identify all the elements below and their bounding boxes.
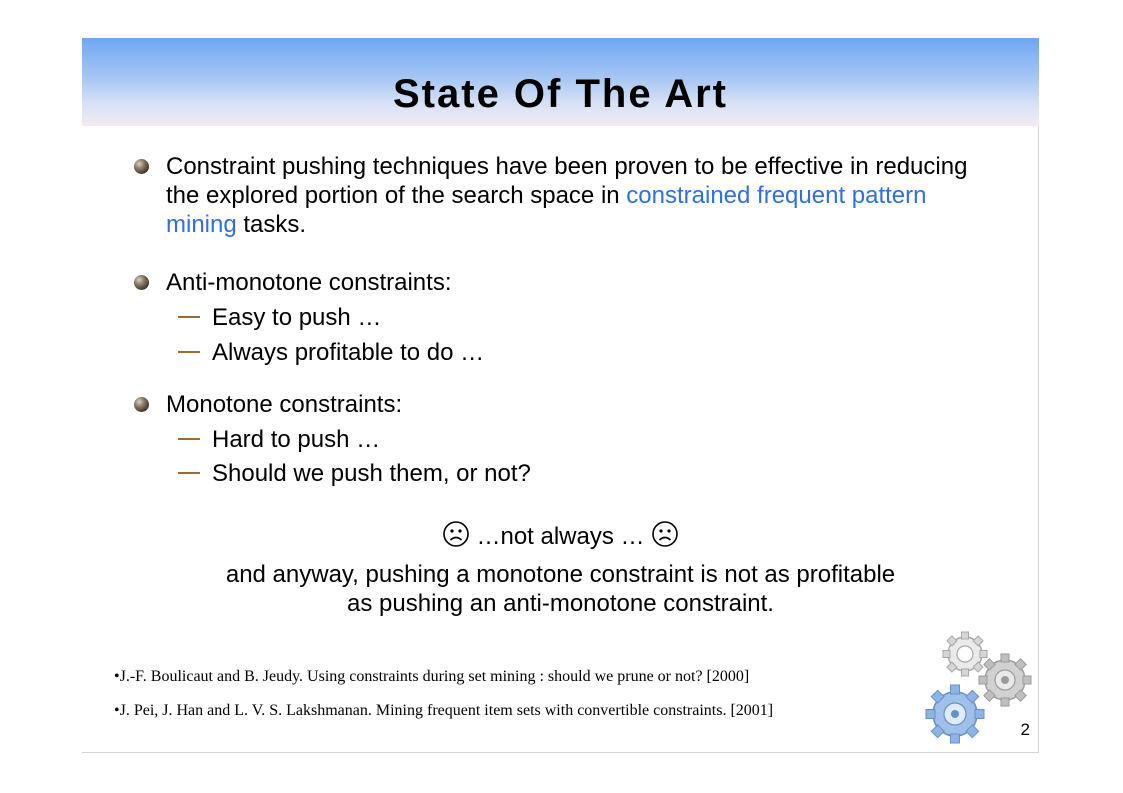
- highlighted-term: constrained frequent pattern mining: [166, 182, 927, 238]
- dash-icon: [178, 438, 200, 440]
- frown-line: [82, 520, 1039, 551]
- reference-1: •J.-F. Boulicaut and B. Jeudy. Using constraints during set mining : should we prune or not? [2000]: [114, 668, 750, 685]
- frown-line-text: …not always …: [469, 523, 652, 550]
- sub-item-text: Hard to push …: [212, 426, 381, 453]
- bullet-ball-icon: [134, 397, 149, 412]
- sub-item-text: Should we push them, or not?: [212, 460, 531, 487]
- reference-2: •J. Pei, J. Han and L. V. S. Lakshmanan. Mining frequent item sets with convertible constraints. [2001]: [114, 702, 774, 719]
- dash-icon: [178, 472, 200, 474]
- sub-item: [178, 459, 531, 488]
- page-number: 2: [1020, 720, 1030, 739]
- bullet-constraint-pushing: [166, 152, 986, 239]
- dash-icon: [178, 316, 200, 318]
- sad-face-icon: [442, 520, 470, 548]
- bullet-ball-icon: [134, 159, 149, 174]
- bullet-text: Anti-monotone constraints:: [166, 269, 452, 296]
- sub-item-text: Easy to push …: [212, 304, 382, 331]
- sub-item: [178, 425, 380, 454]
- closing-line-1: and anyway, pushing a monotone constraint is not as profitable: [225, 561, 896, 588]
- sub-item-text: Always profitable to do …: [212, 339, 485, 366]
- bullet-text-after: tasks.: [236, 211, 307, 238]
- bullet-monotone: [166, 390, 986, 419]
- sad-face-icon: [651, 520, 679, 548]
- gears-logo-icon: [917, 628, 1037, 748]
- slide-title: State Of The Art: [393, 72, 728, 116]
- bullet-ball-icon: [134, 275, 149, 290]
- bullet-text-before: Constraint pushing techniques have been proven to be effective in reducing the explored portion of the search space in: [166, 153, 968, 209]
- closing-line-2: as pushing an anti-monotone constraint.: [347, 590, 774, 617]
- bullet-anti-monotone: [166, 268, 986, 297]
- sub-item: [178, 338, 484, 367]
- slide: [82, 38, 1039, 753]
- bullet-text: Monotone constraints:: [166, 391, 403, 418]
- sub-item: [178, 303, 381, 332]
- dash-icon: [178, 351, 200, 353]
